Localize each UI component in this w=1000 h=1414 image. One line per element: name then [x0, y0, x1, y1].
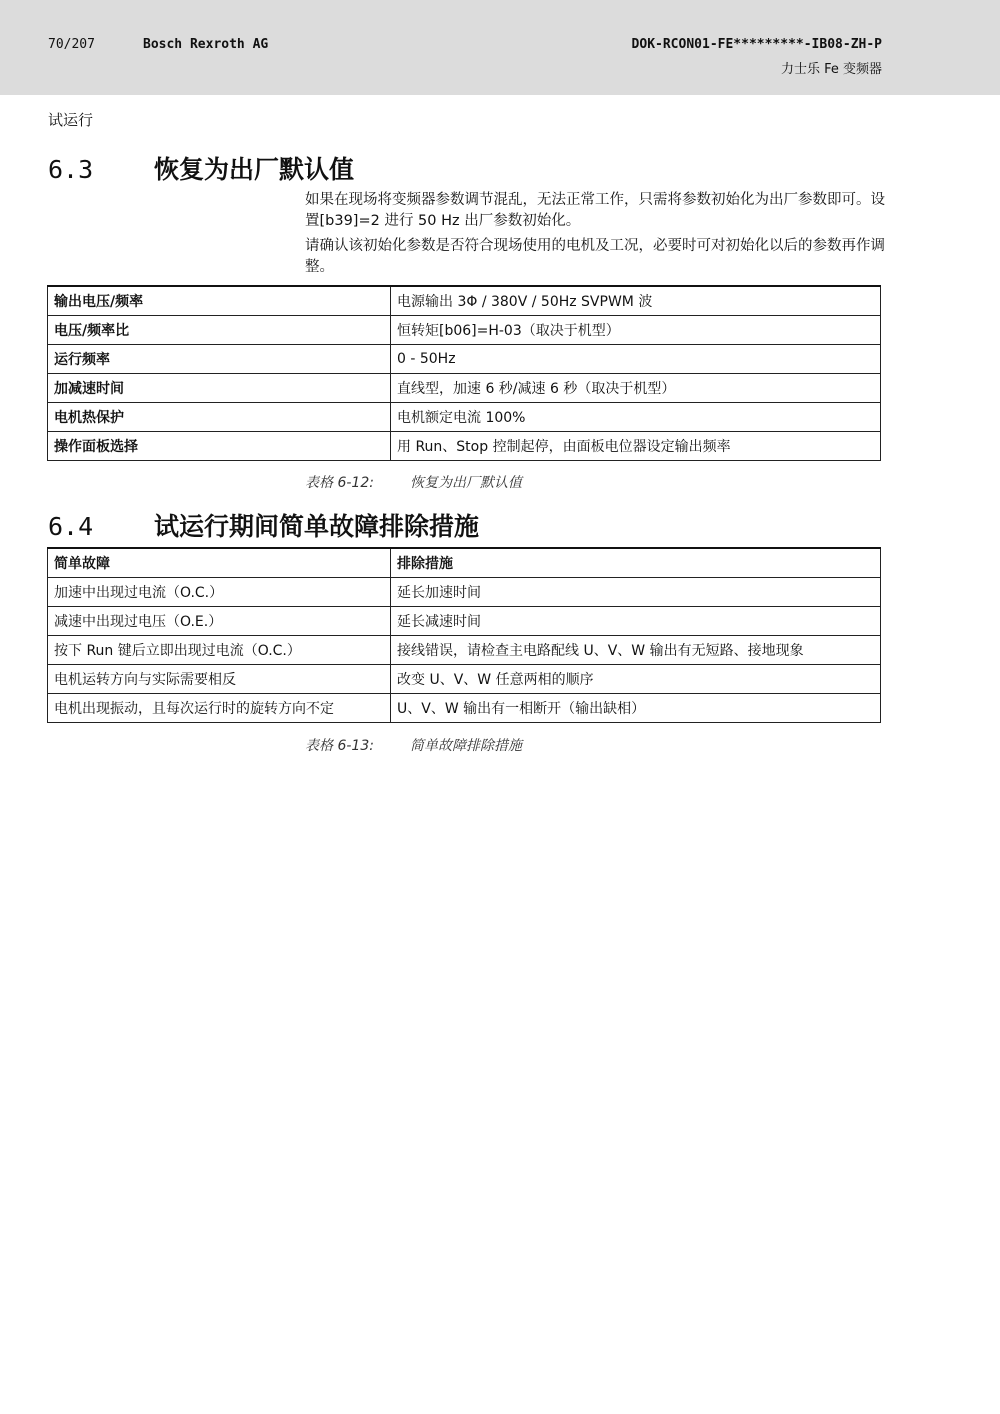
- section-title: 试运行期间简单故障排除措施: [154, 512, 480, 541]
- column-header: 排除措施: [391, 548, 881, 578]
- table-cell: 用 Run、Stop 控制起停，由面板电位器设定输出频率: [391, 432, 881, 461]
- table-cell: 输出电压/频率: [48, 286, 391, 316]
- paragraph-reset-note: 请确认该初始化参数是否符合现场使用的电机及工况，必要时可对初始化以后的参数再作调整。: [305, 238, 885, 275]
- caption-text: 简单故障排除措施: [410, 738, 522, 754]
- table-caption: [305, 735, 522, 755]
- table-cell: 电机出现振动，且每次运行时的旋转方向不定: [48, 694, 391, 723]
- page-number: 70/207: [48, 37, 95, 52]
- section-number: 6.3: [48, 155, 94, 184]
- table-cell: 按下 Run 键后立即出现过电流（O.C.）: [48, 636, 391, 665]
- factory-defaults-table: [47, 285, 881, 461]
- table-caption: [305, 472, 522, 492]
- caption-label: 表格 6-13:: [305, 738, 374, 754]
- table-cell: 运行频率: [48, 345, 391, 374]
- paragraph-reset-intro: 如果在现场将变频器参数调节混乱，无法正常工作，只需将参数初始化为出厂参数即可。设置[b39]=2 进行 50 Hz 出厂参数初始化。: [305, 192, 885, 229]
- table-cell: 延长加速时间: [391, 578, 881, 607]
- table-row: [48, 578, 881, 607]
- table-cell: 减速中出现过电压（O.E.）: [48, 607, 391, 636]
- table-cell: U、V、W 输出有一相断开（输出缺相）: [391, 694, 881, 723]
- product-name: 力士乐 Fe 变频器: [780, 62, 882, 77]
- caption-text: 恢复为出厂默认值: [410, 475, 522, 491]
- column-header: 简单故障: [48, 548, 391, 578]
- table-cell: 操作面板选择: [48, 432, 391, 461]
- table-cell: 加减速时间: [48, 374, 391, 403]
- table-cell: 改变 U、V、W 任意两相的顺序: [391, 665, 881, 694]
- table-cell: 直线型，加速 6 秒/减速 6 秒（取决于机型）: [391, 374, 881, 403]
- table-cell: 电机运转方向与实际需要相反: [48, 665, 391, 694]
- table-row: [48, 286, 881, 316]
- table-row: [48, 345, 881, 374]
- table-row: [48, 403, 881, 432]
- caption-label: 表格 6-12:: [305, 475, 374, 491]
- table-row: [48, 607, 881, 636]
- table-cell: 延长减速时间: [391, 607, 881, 636]
- table-row: [48, 432, 881, 461]
- table-cell: 电源输出 3Φ / 380V / 50Hz SVPWM 波: [391, 286, 881, 316]
- table-cell: 接线错误，请检查主电路配线 U、V、W 输出有无短路、接地现象: [391, 636, 881, 665]
- section-6-4-heading: [48, 507, 479, 543]
- table-cell: 电机额定电流 100%: [391, 403, 881, 432]
- table-row: [48, 665, 881, 694]
- table-row: [48, 374, 881, 403]
- table-row: [48, 316, 881, 345]
- section-6-3-heading: [48, 150, 354, 186]
- section-title: 恢复为出厂默认值: [154, 155, 355, 184]
- table-row: [48, 636, 881, 665]
- page-header: [0, 0, 1000, 95]
- table-cell: 恒转矩[b06]=H-03（取决于机型）: [391, 316, 881, 345]
- table-cell: 电压/频率比: [48, 316, 391, 345]
- company-name: Bosch Rexroth AG: [143, 37, 269, 52]
- section-number: 6.4: [48, 512, 94, 541]
- table-header-row: [48, 548, 881, 578]
- table-row: [48, 694, 881, 723]
- table-cell: 电机热保护: [48, 403, 391, 432]
- chapter-label: 试运行: [48, 111, 94, 129]
- document-id: DOK-RCON01-FE*********-IB08-ZH-P: [631, 37, 882, 52]
- table-cell: 0 - 50Hz: [391, 345, 881, 374]
- table-cell: 加速中出现过电流（O.C.）: [48, 578, 391, 607]
- troubleshooting-table: [47, 547, 881, 723]
